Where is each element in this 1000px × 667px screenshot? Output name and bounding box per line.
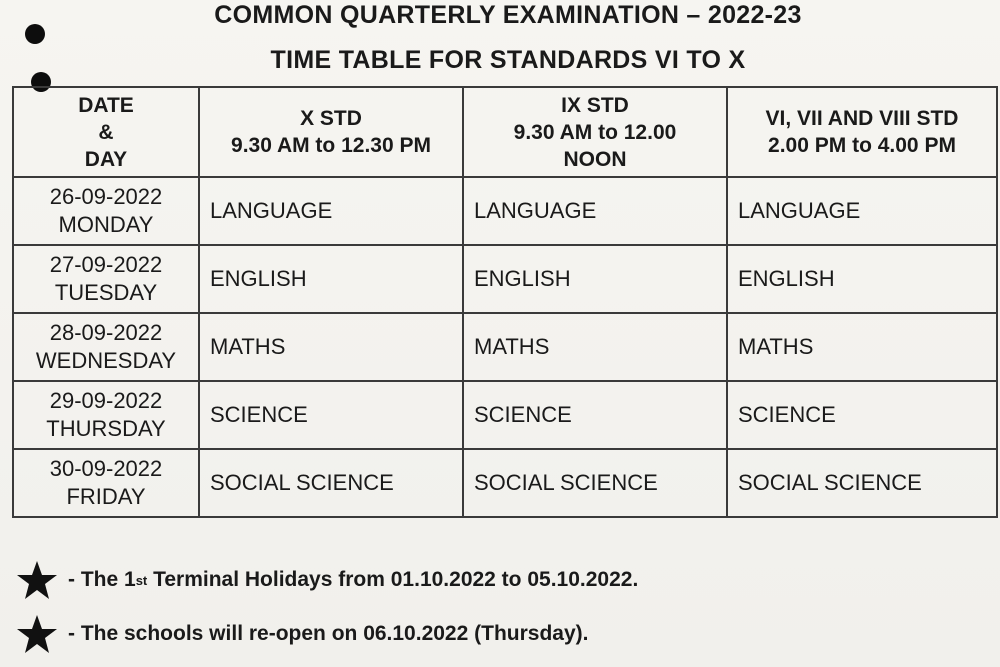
header-ix-std [463, 87, 727, 177]
table-row [13, 381, 997, 449]
date-value: 28-09-2022 [49, 320, 163, 345]
ix-std-subject: SCIENCE [463, 381, 727, 449]
ix-std-subject: LANGUAGE [463, 177, 727, 245]
header-x-std-title: X STD [300, 107, 362, 130]
header-day-line: DAY [84, 147, 128, 171]
table-row [13, 313, 997, 381]
date-cell [13, 381, 199, 449]
x-std-subject: ENGLISH [199, 245, 463, 313]
header-vi-viii-std-title: VI, VII AND VIII STD [765, 107, 959, 130]
star-icon [16, 614, 58, 654]
date-value: 27-09-2022 [49, 252, 163, 277]
star-icon [16, 560, 58, 600]
header-x-std-time: 9.30 AM to 12.30 PM [231, 134, 431, 157]
vi-viii-std-subject: SCIENCE [727, 381, 997, 449]
vi-viii-std-subject: SOCIAL SCIENCE [727, 449, 997, 517]
ix-std-subject: SOCIAL SCIENCE [463, 449, 727, 517]
header-vi-viii-std [727, 87, 997, 177]
x-std-subject: SOCIAL SCIENCE [199, 449, 463, 517]
x-std-subject: MATHS [199, 313, 463, 381]
date-value: 30-09-2022 [49, 456, 163, 481]
holiday-note [16, 560, 638, 600]
holiday-note-suffix: Terminal Holidays from 01.10.2022 to 05.10.2022. [147, 568, 639, 591]
reopen-note [16, 614, 588, 654]
table-row [13, 245, 997, 313]
day-value: FRIDAY [66, 484, 146, 509]
date-value: 29-09-2022 [49, 388, 163, 413]
header-ix-std-title: IX STD [561, 93, 629, 117]
ix-std-subject: MATHS [463, 313, 727, 381]
day-value: THURSDAY [46, 416, 166, 441]
table-row [13, 177, 997, 245]
document-subtitle: TIME TABLE FOR STANDARDS VI TO X [270, 46, 746, 74]
date-cell [13, 177, 199, 245]
timetable [12, 86, 996, 518]
header-amp-line: & [98, 120, 114, 144]
vi-viii-std-subject: ENGLISH [727, 245, 997, 313]
holiday-note-ordinal: st [135, 572, 148, 588]
vi-viii-std-subject: LANGUAGE [727, 177, 997, 245]
day-value: WEDNESDAY [35, 348, 177, 373]
header-date-day [13, 87, 199, 177]
table-row [13, 449, 997, 517]
header-row [13, 87, 997, 177]
document-title: COMMON QUARTERLY EXAMINATION – 2022-23 [214, 1, 802, 29]
date-value: 26-09-2022 [49, 184, 163, 209]
holiday-note-prefix: - The 1 [68, 568, 136, 591]
ix-std-subject: ENGLISH [463, 245, 727, 313]
day-value: TUESDAY [54, 280, 158, 305]
header-x-std [199, 87, 463, 177]
vi-viii-std-subject: MATHS [727, 313, 997, 381]
header-date-line: DATE [78, 93, 134, 117]
x-std-subject: SCIENCE [199, 381, 463, 449]
date-cell [13, 245, 199, 313]
header-ix-std-time: 9.30 AM to 12.00 [513, 120, 677, 144]
reopen-note-text: - The schools will re-open on 06.10.2022 (Thursday). [68, 622, 589, 645]
date-cell [13, 449, 199, 517]
header-vi-viii-std-time: 2.00 PM to 4.00 PM [768, 134, 956, 157]
date-cell [13, 313, 199, 381]
day-value: MONDAY [58, 212, 154, 237]
header-ix-std-time-cont: NOON [563, 147, 627, 171]
x-std-subject: LANGUAGE [199, 177, 463, 245]
